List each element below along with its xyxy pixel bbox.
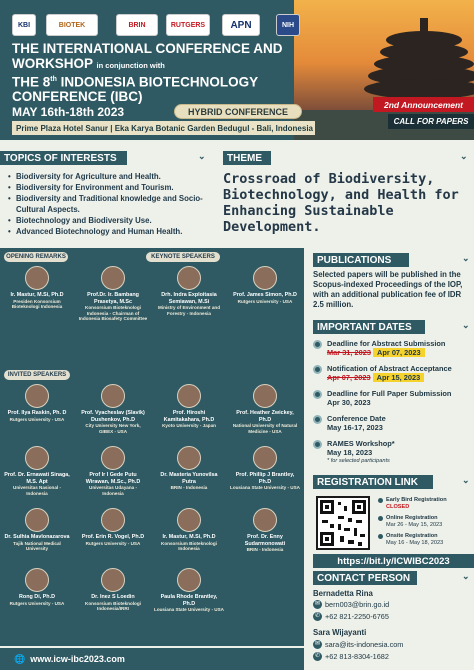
speaker-card (154, 384, 224, 429)
registration-heading: REGISTRATION LINK (313, 475, 433, 489)
speaker-card (230, 508, 300, 553)
reg-date: May 16 - May 18, 2023 (386, 539, 444, 546)
bullet-icon (378, 516, 383, 521)
phone-text: +62 813-8304-1682 (325, 652, 389, 661)
speaker-affiliation: BRIN - Indonesia (170, 485, 208, 490)
contact-email-2[interactable] (313, 640, 403, 649)
speaker-card (154, 508, 224, 552)
old-date: Mar 31, 2023 (327, 348, 371, 357)
date-value: May 18, 2023 (327, 448, 373, 457)
call-for-papers-badge: CALL FOR PAPERS (388, 114, 474, 129)
speaker-name: Prof. Vyacheslav (Slavik) Dushenkov, Ph.D (81, 410, 145, 423)
reg-label: Early Bird Registration (386, 497, 447, 503)
kbi-logo: KBI (12, 14, 36, 36)
invited-label: INVITED SPEAKERS (4, 370, 70, 380)
contact-person-2: Sara Wijayanti (313, 628, 367, 637)
footer-bar (0, 648, 304, 670)
speaker-name: Ir. Mastur, M.Si, Ph.D (10, 292, 64, 298)
theme-heading: THEME (223, 151, 271, 165)
speaker-card (2, 384, 72, 422)
reg-online (378, 515, 473, 528)
title-conjunction: in conjunction with (96, 60, 165, 70)
email-text: sara@its-indonesia.com (325, 640, 404, 649)
date-label: Conference Date (327, 414, 386, 423)
speaker-photo (25, 568, 49, 592)
speaker-photo (177, 446, 201, 470)
topic-item: • Biodiversity for Environment and Tourism. (8, 182, 213, 193)
topic-item: • Biodiversity for Agriculture and Health. (8, 171, 213, 182)
speaker-name: Prof. Dr. Enny Sudarmonowati (244, 534, 286, 547)
nih-logo: NIH (276, 14, 300, 36)
mail-icon: ✉ (314, 601, 321, 607)
globe-icon: 🌐 (14, 653, 26, 664)
contact-phone-2[interactable] (313, 652, 389, 661)
title-line-3b: INDONESIA BIOTECHNOLOGY (56, 74, 259, 90)
speaker-affiliation: Tajik National Medical University (13, 540, 61, 552)
qr-code[interactable] (316, 496, 370, 550)
new-date: Apr 15, 2023 (373, 373, 425, 382)
speaker-name: Dr. Sulhia Mavlonazarova (4, 534, 70, 540)
chevron-down-icon: ⌄ (462, 320, 470, 330)
brin-logo: BRIN (116, 14, 158, 36)
speaker-photo (253, 384, 277, 408)
phone-text: +62 821-2250-6765 (325, 612, 389, 621)
speaker-affiliation: BRIN - Indonesia (246, 547, 284, 552)
email-text: bern003@brin.go.id (325, 600, 390, 609)
speaker-affiliation: Rutgers University - USA (237, 298, 293, 304)
hybrid-badge: HYBRID CONFERENCE (174, 104, 302, 119)
speaker-name: Drh. Indra Exploitasia Semiawan, M.Si (161, 292, 217, 305)
rutgers-logo: RUTGERS (166, 14, 210, 36)
speaker-photo (253, 508, 277, 532)
keynote-label: KEYNOTE SPEAKERS (146, 252, 220, 262)
topic-item: • Advanced Biotechnology and Human Health. (8, 226, 213, 237)
speaker-affiliation: Rutgers University - USA (9, 600, 65, 606)
speaker-photo (177, 508, 201, 532)
speaker-card (2, 446, 72, 496)
speaker-name: Dr. Inez S Loedin (91, 594, 135, 600)
speaker-photo (25, 384, 49, 408)
speaker-name: Ir. Mastur, M.Si, Ph.D (162, 534, 216, 540)
bullet-icon (378, 534, 383, 539)
speaker-card (154, 266, 224, 316)
speaker-affiliation: Lousiana State University - USA (230, 485, 300, 490)
contact-heading: CONTACT PERSON (313, 571, 417, 585)
publications-text: Selected papers will be published in the Scopus-indexed Proceedings of the IOP, with an additional publication fee of IDR 2.5 million. (313, 270, 463, 309)
speaker-affiliation: Ministry of Environment and Forestry - Indonesia (157, 305, 221, 316)
bullet-icon (313, 365, 322, 374)
topics-heading: TOPICS OF INTERESTS (0, 151, 127, 165)
speaker-name: Prof. Ilya Raskin, Ph. D (7, 410, 67, 416)
speaker-affiliation: Kyoto University - Japan (162, 423, 216, 428)
speakers-panel (0, 248, 304, 646)
contact-person-1: Bernadetta Rina (313, 589, 373, 598)
speaker-affiliation: Rutgers University - USA (85, 540, 141, 546)
speaker-name: Paula Rhode Brantley, Ph.D (160, 594, 218, 607)
speaker-affiliation: Universitas Nasional - Indonesia (13, 485, 61, 496)
speaker-affiliation: National University of Natural Medicine - USA (232, 423, 298, 434)
speaker-name: Rong Di, Ph.D (19, 594, 55, 600)
date-value: Apr 30, 2023 (327, 398, 371, 407)
topics-list (8, 171, 213, 237)
speaker-card (78, 568, 148, 612)
apn-logo: APN (222, 14, 260, 36)
speaker-card (78, 508, 148, 546)
speaker-photo (101, 508, 125, 532)
chevron-down-icon: ⌄ (462, 253, 470, 263)
reg-label: Onsite Registration (386, 533, 438, 539)
date-label: Deadline for Abstract Submission (327, 339, 446, 348)
contact-phone-1[interactable] (313, 612, 389, 621)
old-date: Apr 07, 2023 (327, 373, 371, 382)
chevron-down-icon: ⌄ (460, 151, 468, 161)
speaker-affiliation: Lousiana State University - USA (154, 607, 224, 612)
date-label: Deadline for Full Paper Submission (327, 389, 452, 398)
contact-email-1[interactable] (313, 600, 389, 609)
chevron-down-icon: ⌄ (462, 571, 470, 581)
title-line-4: CONFERENCE (IBC) (12, 89, 143, 104)
date-abstract (313, 339, 473, 357)
reg-label: Online Registration (386, 515, 438, 521)
title-superscript: th (50, 76, 57, 83)
speaker-card (154, 568, 224, 613)
topic-item: • Biodiversity and Traditional knowledge and Socio-Cultural Aspects. (8, 193, 213, 215)
date-fullpaper (313, 389, 473, 407)
new-date: Apr 07, 2023 (373, 348, 425, 357)
speaker-affiliation: Konsorsium Bioteknologi Indonesia (161, 540, 217, 552)
topic-item: • Biotechnology and Biodiversity Use. (8, 215, 213, 226)
speaker-affiliation: Universitas Udayana - Indonesia (89, 485, 137, 496)
conference-dates: MAY 16th-18th 2023 (12, 105, 125, 119)
bullet-icon (378, 498, 383, 503)
speaker-name: Prof. Hiroshi Kamitakahara, Ph.D (163, 410, 215, 423)
speaker-card (230, 446, 300, 491)
speaker-photo (177, 266, 201, 290)
speaker-name: Prof. Phillip J Brantley, Ph.D (235, 472, 295, 485)
speaker-photo (177, 568, 201, 592)
bullet-icon (313, 415, 322, 424)
speaker-photo (101, 266, 125, 290)
website-link[interactable]: www.icw-ibc2023.com (30, 654, 125, 664)
speaker-card (2, 266, 72, 310)
bullet-icon (313, 440, 322, 449)
speaker-photo (25, 446, 49, 470)
speaker-photo (177, 384, 201, 408)
speaker-photo (101, 384, 125, 408)
phone-icon: ✆ (314, 613, 321, 619)
title-line-1: THE INTERNATIONAL CONFERENCE AND (12, 41, 283, 56)
important-dates-heading: IMPORTANT DATES (313, 320, 425, 334)
publications-heading: PUBLICATIONS (313, 253, 409, 267)
reg-early (378, 497, 473, 510)
speaker-name: Prof.Dr. Ir. Bambang Prasetya, M.Sc (87, 292, 139, 305)
speaker-photo (101, 568, 125, 592)
speaker-name: Prof. James Simon, Ph.D (233, 292, 297, 298)
speaker-affiliation: Konsorsium Bioteknologi Indonesia - Chairman of Indonesia Biosafety Committee (78, 305, 148, 322)
speaker-card (230, 266, 300, 304)
speaker-card (78, 384, 148, 434)
phone-icon: ✆ (314, 653, 321, 659)
chevron-down-icon: ⌄ (462, 475, 470, 485)
chevron-down-icon: ⌄ (198, 151, 206, 161)
theme-text: Crossroad of Biodiversity, Biotechnology, and Health for Enhancing Sustainable Development. (223, 171, 459, 235)
date-label: Notification of Abstract Acceptance (327, 364, 452, 373)
speaker-name: Prof Ir I Gede Putu Wirawan, M.Sc., Ph.D (85, 472, 141, 485)
speaker-card (230, 384, 300, 434)
speaker-photo (253, 266, 277, 290)
title-line-2: WORKSHOP (12, 55, 93, 71)
speaker-affiliation: City University New York, GIBEX - USA (85, 423, 141, 434)
reg-date: Mar 26 - May 15, 2023 (386, 521, 443, 528)
opening-remarks-label: OPENING REMARKS (4, 252, 68, 262)
bullet-icon (313, 390, 322, 399)
speaker-photo (253, 446, 277, 470)
mail-icon: ✉ (314, 641, 321, 647)
date-value: May 16-17, 2023 (327, 423, 383, 432)
conference-title (12, 42, 322, 105)
reg-status: CLOSED (386, 503, 410, 510)
speaker-photo (25, 508, 49, 532)
venue-bar: Prime Plaza Hotel Sanur | Eka Karya Botanic Garden Bedugul - Bali, Indonesia (12, 121, 315, 135)
date-workshop (313, 439, 473, 466)
title-line-3a: THE 8 (12, 74, 51, 90)
reg-onsite (378, 533, 473, 546)
registration-link[interactable]: https://bit.ly/ICWIBC2023 (313, 554, 474, 568)
date-conference (313, 414, 473, 432)
date-label: RAMES Workshop* (327, 439, 395, 448)
speaker-card (78, 446, 148, 496)
speaker-card (78, 266, 148, 322)
speaker-affiliation: Rutgers University - USA (9, 416, 65, 422)
speaker-name: Prof. Erin R. Vogel, Ph.D (81, 534, 145, 540)
speaker-name: Prof. Heather Zwickey, Ph.D (236, 410, 294, 423)
speaker-affiliation: Presiden Konsorsium Bioteknologi Indonesia (11, 298, 63, 310)
bullet-icon (313, 340, 322, 349)
speaker-card (2, 568, 72, 606)
announcement-badge: 2nd Announcement (373, 97, 474, 112)
speaker-photo (101, 446, 125, 470)
date-acceptance (313, 364, 473, 382)
speaker-card (154, 446, 224, 491)
speaker-photo (25, 266, 49, 290)
speaker-name: Prof. Dr. Ernawati Sinaga, M.S. Apt (4, 472, 70, 485)
speaker-name: Dr. Masteria Yunovilsa Putra (160, 472, 218, 485)
speaker-affiliation: Konsorsium Bioteknologi Indonesia/IRRI (85, 600, 141, 612)
speaker-card (2, 508, 72, 552)
workshop-note: * for selected participants (327, 458, 390, 464)
biotek-logo: BIOTEK (46, 14, 98, 36)
